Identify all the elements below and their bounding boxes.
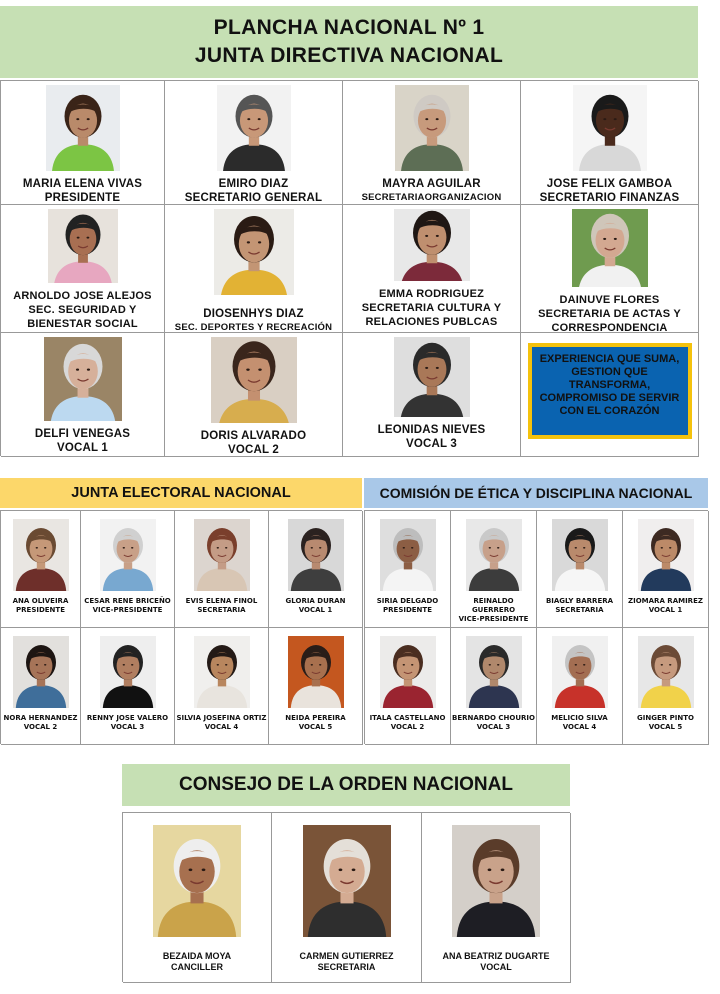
member-role: VOCAL 5: [648, 723, 683, 731]
member-card: [451, 628, 537, 745]
member-role: VOCAL 1: [298, 606, 333, 614]
main-title-banner: [0, 6, 698, 78]
member-photo: [394, 337, 470, 417]
member-name: ANA BEATRIZ DUGARTE: [442, 951, 550, 961]
member-role: SECRETARIO GENERAL: [184, 192, 323, 204]
member-card: [1, 628, 81, 745]
member-name: REINALDO GUERRERO: [471, 597, 516, 614]
member-role: PRESIDENTE: [16, 606, 65, 614]
member-card: [175, 628, 269, 745]
member-name: BERNARDO CHOURIO: [452, 714, 535, 722]
member-photo: [395, 85, 469, 171]
member-photo: [380, 636, 436, 708]
member-card: [1, 81, 165, 205]
member-name: MARIA ELENA VIVAS: [22, 178, 143, 190]
member-card: [451, 511, 537, 628]
member-role: SECRETARIA CULTURA Y RELACIONES PUBLCAS: [361, 302, 502, 328]
member-name: CESAR RENE BRICEÑO: [84, 597, 171, 605]
member-card: [537, 511, 623, 628]
member-photo: [572, 209, 648, 287]
member-photo: [288, 519, 344, 591]
member-name: SIRIA DELGADO: [376, 597, 439, 605]
member-role: VOCAL 3: [476, 723, 511, 731]
member-card: [521, 81, 699, 205]
member-photo: [638, 519, 694, 591]
member-card: [422, 813, 571, 983]
member-name: JOSE FELIX GAMBOA: [546, 178, 673, 190]
member-name: MELICIO SILVA: [551, 714, 608, 722]
member-role: SEC. DEPORTES Y RECREACIÓN: [174, 322, 333, 333]
member-card: [269, 628, 363, 745]
main-subtitle: JUNTA DIRECTIVA NACIONAL: [194, 44, 504, 67]
member-role: CANCILLER: [171, 962, 223, 972]
member-name: DIOSENHYS DIAZ: [203, 308, 304, 320]
member-photo: [288, 636, 344, 708]
member-role: VOCAL 1: [56, 442, 109, 454]
member-card: [165, 81, 343, 205]
member-role: VOCAL 3: [110, 723, 145, 731]
member-role: VOCAL 2: [390, 723, 425, 731]
member-name: EVIS ELENA FINOL: [185, 597, 258, 605]
member-role: SECRETARIAORGANIZACION: [361, 192, 502, 203]
member-role: VOCAL 5: [298, 723, 333, 731]
member-card: [521, 205, 699, 333]
member-photo: [153, 825, 241, 937]
electoral-section-title: JUNTA ELECTORAL NACIONAL: [0, 478, 362, 508]
member-card: [1, 333, 165, 457]
member-name: DAINUVE FLORES: [559, 294, 660, 306]
member-name: LEONIDAS NIEVES: [377, 424, 486, 436]
member-card: [1, 511, 81, 628]
member-name: NEIDA PEREIRA: [285, 714, 346, 722]
member-name: EMIRO DIAZ: [218, 178, 289, 190]
member-role: SEC. SEGURIDAD Y BIENESTAR SOCIAL: [27, 304, 138, 330]
member-card: [81, 511, 175, 628]
main-title: PLANCHA NACIONAL Nº 1: [213, 16, 485, 39]
member-photo: [48, 209, 118, 283]
member-photo: [100, 519, 156, 591]
member-name: ARNOLDO JOSE ALEJOS: [13, 290, 152, 302]
member-name: GLORIA DURAN: [285, 597, 346, 605]
directiva-grid: [0, 80, 698, 456]
member-role: VOCAL 3: [405, 438, 458, 450]
member-card: [81, 628, 175, 745]
member-photo: [194, 519, 250, 591]
member-photo: [638, 636, 694, 708]
member-role: PRESIDENTE: [44, 192, 121, 204]
member-name: EMMA RODRIGUEZ: [378, 288, 485, 300]
member-card: [175, 511, 269, 628]
member-name: DELFI VENEGAS: [34, 428, 131, 440]
member-name: GINGER PINTO: [637, 714, 694, 722]
member-name: NORA HERNANDEZ: [3, 714, 78, 722]
member-photo: [217, 85, 291, 171]
etica-section-title: COMISIÓN DE ÉTICA Y DISCIPLINA NACIONAL: [364, 478, 708, 508]
member-card: [123, 813, 272, 983]
member-role: VOCAL 2: [227, 444, 280, 456]
member-name: BIAGLY BARRERA: [545, 597, 614, 605]
member-name: SILVIA JOSEFINA ORTIZ: [176, 714, 267, 722]
member-card: [165, 333, 343, 457]
member-role: VOCAL: [480, 962, 512, 972]
member-role: SECRETARIA: [317, 962, 376, 972]
member-name: DORIS ALVARADO: [200, 430, 307, 442]
member-role: PRESIDENTE: [383, 606, 432, 614]
member-card: [269, 511, 363, 628]
member-photo: [211, 337, 297, 423]
member-role: SECRETARIA DE ACTAS Y CORRESPONDENCIA: [538, 308, 681, 333]
member-role: VOCAL 4: [204, 723, 239, 731]
consejo-section-title: CONSEJO DE LA ORDEN NACIONAL: [122, 764, 570, 806]
member-photo: [194, 636, 250, 708]
member-role: SECRETARIO FINANZAS: [539, 192, 680, 204]
member-photo: [100, 636, 156, 708]
member-card: [1, 205, 165, 333]
member-card: [165, 205, 343, 333]
member-card: [272, 813, 422, 983]
member-role: VOCAL 2: [23, 723, 58, 731]
member-card: [623, 628, 709, 745]
promo-card: [521, 333, 699, 457]
member-role: SECRETARIA: [555, 606, 604, 614]
member-photo: [380, 519, 436, 591]
member-card: [343, 205, 521, 333]
consejo-grid: [122, 812, 570, 982]
member-card: [365, 511, 451, 628]
member-name: CARMEN GUTIERREZ: [299, 951, 394, 961]
member-role: VOCAL 4: [562, 723, 597, 731]
member-photo: [552, 636, 608, 708]
member-card: [365, 628, 451, 745]
member-photo: [466, 636, 522, 708]
member-photo: [13, 519, 69, 591]
member-photo: [13, 636, 69, 708]
promo-slogan: EXPERIENCIA QUE SUMA, GESTION QUE TRANSFORMA, COMPROMISO DE SERVIR CON EL CORAZÓN: [528, 343, 692, 439]
member-photo: [214, 209, 294, 295]
member-name: ITALA CASTELLANO: [369, 714, 446, 722]
member-name: BEZAIDA MOYA: [162, 951, 232, 961]
member-card: [623, 511, 709, 628]
member-role: VOCAL 1: [648, 606, 683, 614]
member-photo: [573, 85, 647, 171]
member-photo: [44, 337, 122, 421]
member-photo: [46, 85, 120, 171]
member-name: MAYRA AGUILAR: [382, 178, 481, 190]
member-name: ZIOMARA RAMIREZ: [628, 597, 703, 605]
member-role: VICE-PRESIDENTE: [458, 615, 529, 623]
member-role: SECRETARIA: [197, 606, 246, 614]
electoral-grid: [0, 510, 362, 744]
etica-grid: [364, 510, 708, 744]
member-name: RENNY JOSE VALERO: [86, 714, 169, 722]
member-photo: [552, 519, 608, 591]
member-photo: [394, 209, 470, 281]
member-card: [343, 81, 521, 205]
member-name: ANA OLIVEIRA: [12, 597, 69, 605]
member-photo: [452, 825, 540, 937]
member-card: [537, 628, 623, 745]
member-photo: [466, 519, 522, 591]
member-photo: [303, 825, 391, 937]
member-card: [343, 333, 521, 457]
member-role: VICE-PRESIDENTE: [92, 606, 163, 614]
